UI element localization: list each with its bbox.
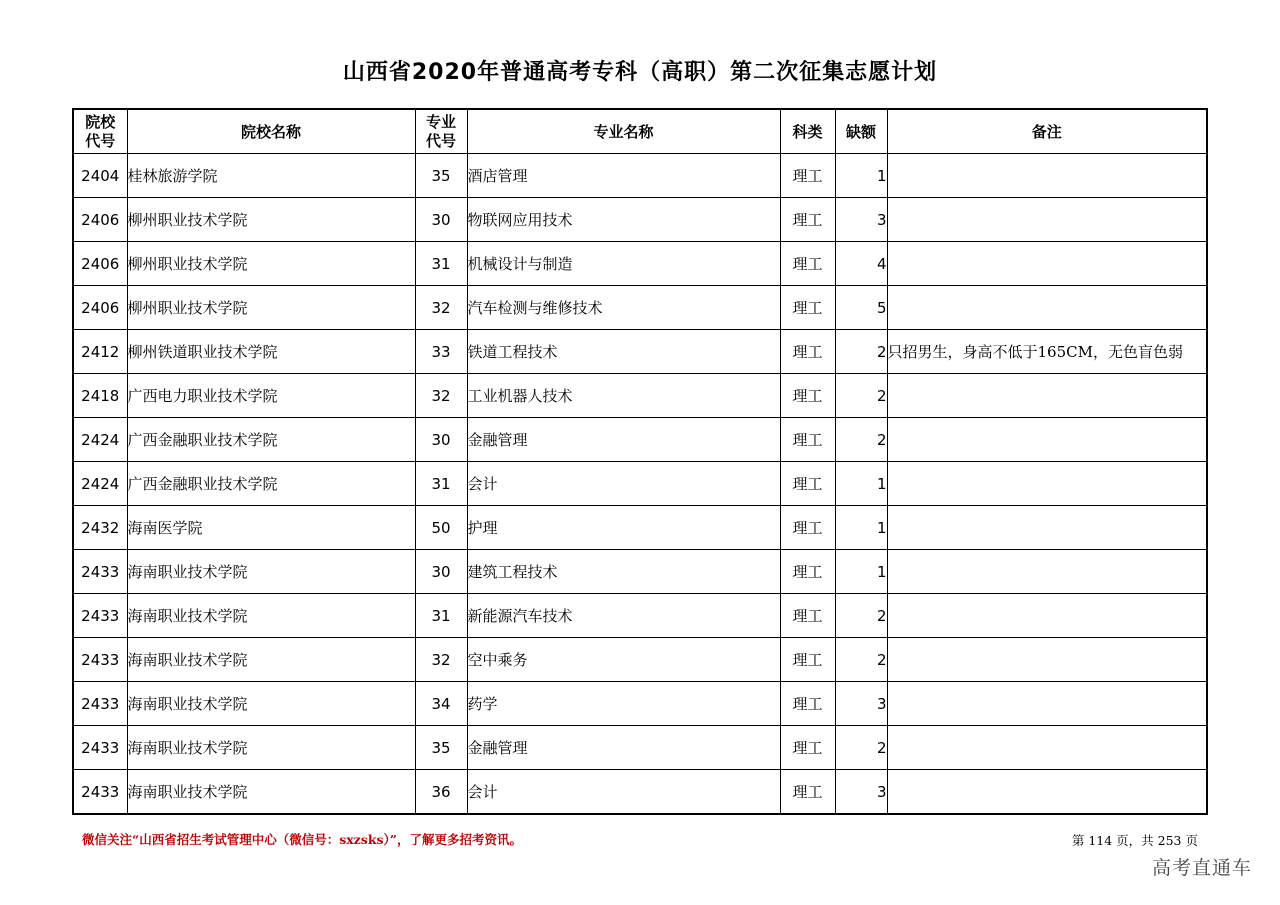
cell-major-name: 新能源汽车技术 [467,594,780,638]
cell-school-code: 2424 [73,462,127,506]
header-major-code-line2: 代号 [425,131,456,150]
table-row [73,374,1207,418]
cell-school-name: 广西电力职业技术学院 [127,374,415,418]
cell-major-name: 建筑工程技术 [467,550,780,594]
table-row [73,770,1207,815]
table-row [73,154,1207,198]
cell-quota: 1 [835,462,887,506]
table-row [73,682,1207,726]
cell-major-name: 会计 [467,462,780,506]
cell-subject: 理工 [780,242,835,286]
cell-note [887,418,1207,462]
cell-school-name: 桂林旅游学院 [127,154,415,198]
table-row [73,726,1207,770]
cell-note [887,550,1207,594]
cell-note [887,198,1207,242]
cell-subject: 理工 [780,418,835,462]
cell-major-code: 31 [415,594,467,638]
cell-school-code: 2412 [73,330,127,374]
table-row [73,198,1207,242]
cell-quota: 5 [835,286,887,330]
cell-school-name: 柳州职业技术学院 [127,198,415,242]
table-row [73,550,1207,594]
cell-major-name: 护理 [467,506,780,550]
table-row [73,242,1207,286]
cell-major-code: 33 [415,330,467,374]
cell-major-code: 30 [415,418,467,462]
cell-subject: 理工 [780,550,835,594]
cell-subject: 理工 [780,462,835,506]
cell-quota: 3 [835,682,887,726]
cell-major-code: 30 [415,198,467,242]
cell-school-name: 海南医学院 [127,506,415,550]
cell-major-name: 铁道工程技术 [467,330,780,374]
watermark: 高考直通车 [1151,857,1252,879]
cell-note [887,374,1207,418]
cell-major-code: 32 [415,374,467,418]
table-body [73,154,1207,815]
cell-major-name: 酒店管理 [467,154,780,198]
cell-note [887,770,1207,815]
cell-subject: 理工 [780,198,835,242]
cell-quota: 1 [835,550,887,594]
cell-major-name: 物联网应用技术 [467,198,780,242]
cell-school-name: 柳州职业技术学院 [127,242,415,286]
header-school-code-line1: 院校 [85,112,116,131]
cell-note [887,638,1207,682]
cell-school-name: 海南职业技术学院 [127,682,415,726]
cell-note [887,286,1207,330]
table-row [73,638,1207,682]
cell-quota: 3 [835,770,887,815]
cell-major-name: 机械设计与制造 [467,242,780,286]
cell-school-code: 2404 [73,154,127,198]
cell-school-code: 2433 [73,550,127,594]
cell-major-name: 金融管理 [467,418,780,462]
cell-note [887,682,1207,726]
header-quota: 缺额 [835,109,887,154]
cell-school-code: 2433 [73,594,127,638]
cell-note [887,154,1207,198]
cell-subject: 理工 [780,154,835,198]
cell-note: 只招男生，身高不低于165CM，无色盲色弱 [887,330,1207,374]
cell-school-code: 2433 [73,770,127,815]
header-note: 备注 [887,109,1207,154]
cell-subject: 理工 [780,374,835,418]
cell-major-name: 会计 [467,770,780,815]
cell-major-code: 31 [415,462,467,506]
header-major-code-line1: 专业 [425,112,456,131]
cell-subject: 理工 [780,726,835,770]
cell-subject: 理工 [780,638,835,682]
cell-major-code: 34 [415,682,467,726]
cell-quota: 2 [835,726,887,770]
cell-school-code: 2418 [73,374,127,418]
cell-school-code: 2406 [73,198,127,242]
cell-major-code: 50 [415,506,467,550]
header-major-code [415,109,467,154]
cell-school-name: 海南职业技术学院 [127,638,415,682]
cell-major-name: 金融管理 [467,726,780,770]
cell-quota: 1 [835,506,887,550]
wechat-notice: 微信关注“山西省招生考试管理中心（微信号：sxzsks）”，了解更多招考资讯。 [82,832,522,847]
cell-major-name: 工业机器人技术 [467,374,780,418]
cell-major-name: 汽车检测与维修技术 [467,286,780,330]
cell-subject: 理工 [780,770,835,815]
cell-major-code: 32 [415,638,467,682]
cell-subject: 理工 [780,506,835,550]
cell-school-name: 广西金融职业技术学院 [127,418,415,462]
cell-note [887,242,1207,286]
cell-school-code: 2433 [73,726,127,770]
cell-school-name: 海南职业技术学院 [127,550,415,594]
header-school-name: 院校名称 [127,109,415,154]
cell-subject: 理工 [780,286,835,330]
cell-subject: 理工 [780,330,835,374]
cell-major-code: 31 [415,242,467,286]
table-row [73,418,1207,462]
page-number: 第 114 页，共 253 页 [1071,833,1198,848]
cell-school-name: 海南职业技术学院 [127,770,415,815]
plan-table [72,108,1208,815]
cell-quota: 2 [835,330,887,374]
cell-major-code: 32 [415,286,467,330]
cell-school-code: 2406 [73,242,127,286]
cell-school-name: 海南职业技术学院 [127,726,415,770]
header-subject: 科类 [780,109,835,154]
cell-quota: 3 [835,198,887,242]
cell-quota: 4 [835,242,887,286]
cell-school-code: 2433 [73,682,127,726]
cell-quota: 2 [835,594,887,638]
cell-major-code: 35 [415,154,467,198]
cell-note [887,726,1207,770]
cell-school-code: 2433 [73,638,127,682]
table-row [73,506,1207,550]
table-row [73,286,1207,330]
cell-school-code: 2432 [73,506,127,550]
cell-school-name: 广西金融职业技术学院 [127,462,415,506]
table-row [73,330,1207,374]
header-school-code [73,109,127,154]
cell-subject: 理工 [780,682,835,726]
cell-major-name: 空中乘务 [467,638,780,682]
header-school-code-line2: 代号 [85,131,116,150]
cell-quota: 2 [835,374,887,418]
cell-quota: 2 [835,638,887,682]
cell-major-code: 30 [415,550,467,594]
header-major-name: 专业名称 [467,109,780,154]
table-row [73,462,1207,506]
cell-subject: 理工 [780,594,835,638]
cell-quota: 2 [835,418,887,462]
cell-quota: 1 [835,154,887,198]
cell-major-code: 35 [415,726,467,770]
cell-note [887,506,1207,550]
cell-major-name: 药学 [467,682,780,726]
cell-school-name: 海南职业技术学院 [127,594,415,638]
page-title: 山西省2020年普通高考专科（高职）第二次征集志愿计划 [342,60,938,85]
cell-school-name: 柳州铁道职业技术学院 [127,330,415,374]
table-header-row [73,109,1207,154]
cell-school-name: 柳州职业技术学院 [127,286,415,330]
cell-major-code: 36 [415,770,467,815]
cell-note [887,462,1207,506]
cell-school-code: 2406 [73,286,127,330]
cell-school-code: 2424 [73,418,127,462]
cell-note [887,594,1207,638]
table-row [73,594,1207,638]
